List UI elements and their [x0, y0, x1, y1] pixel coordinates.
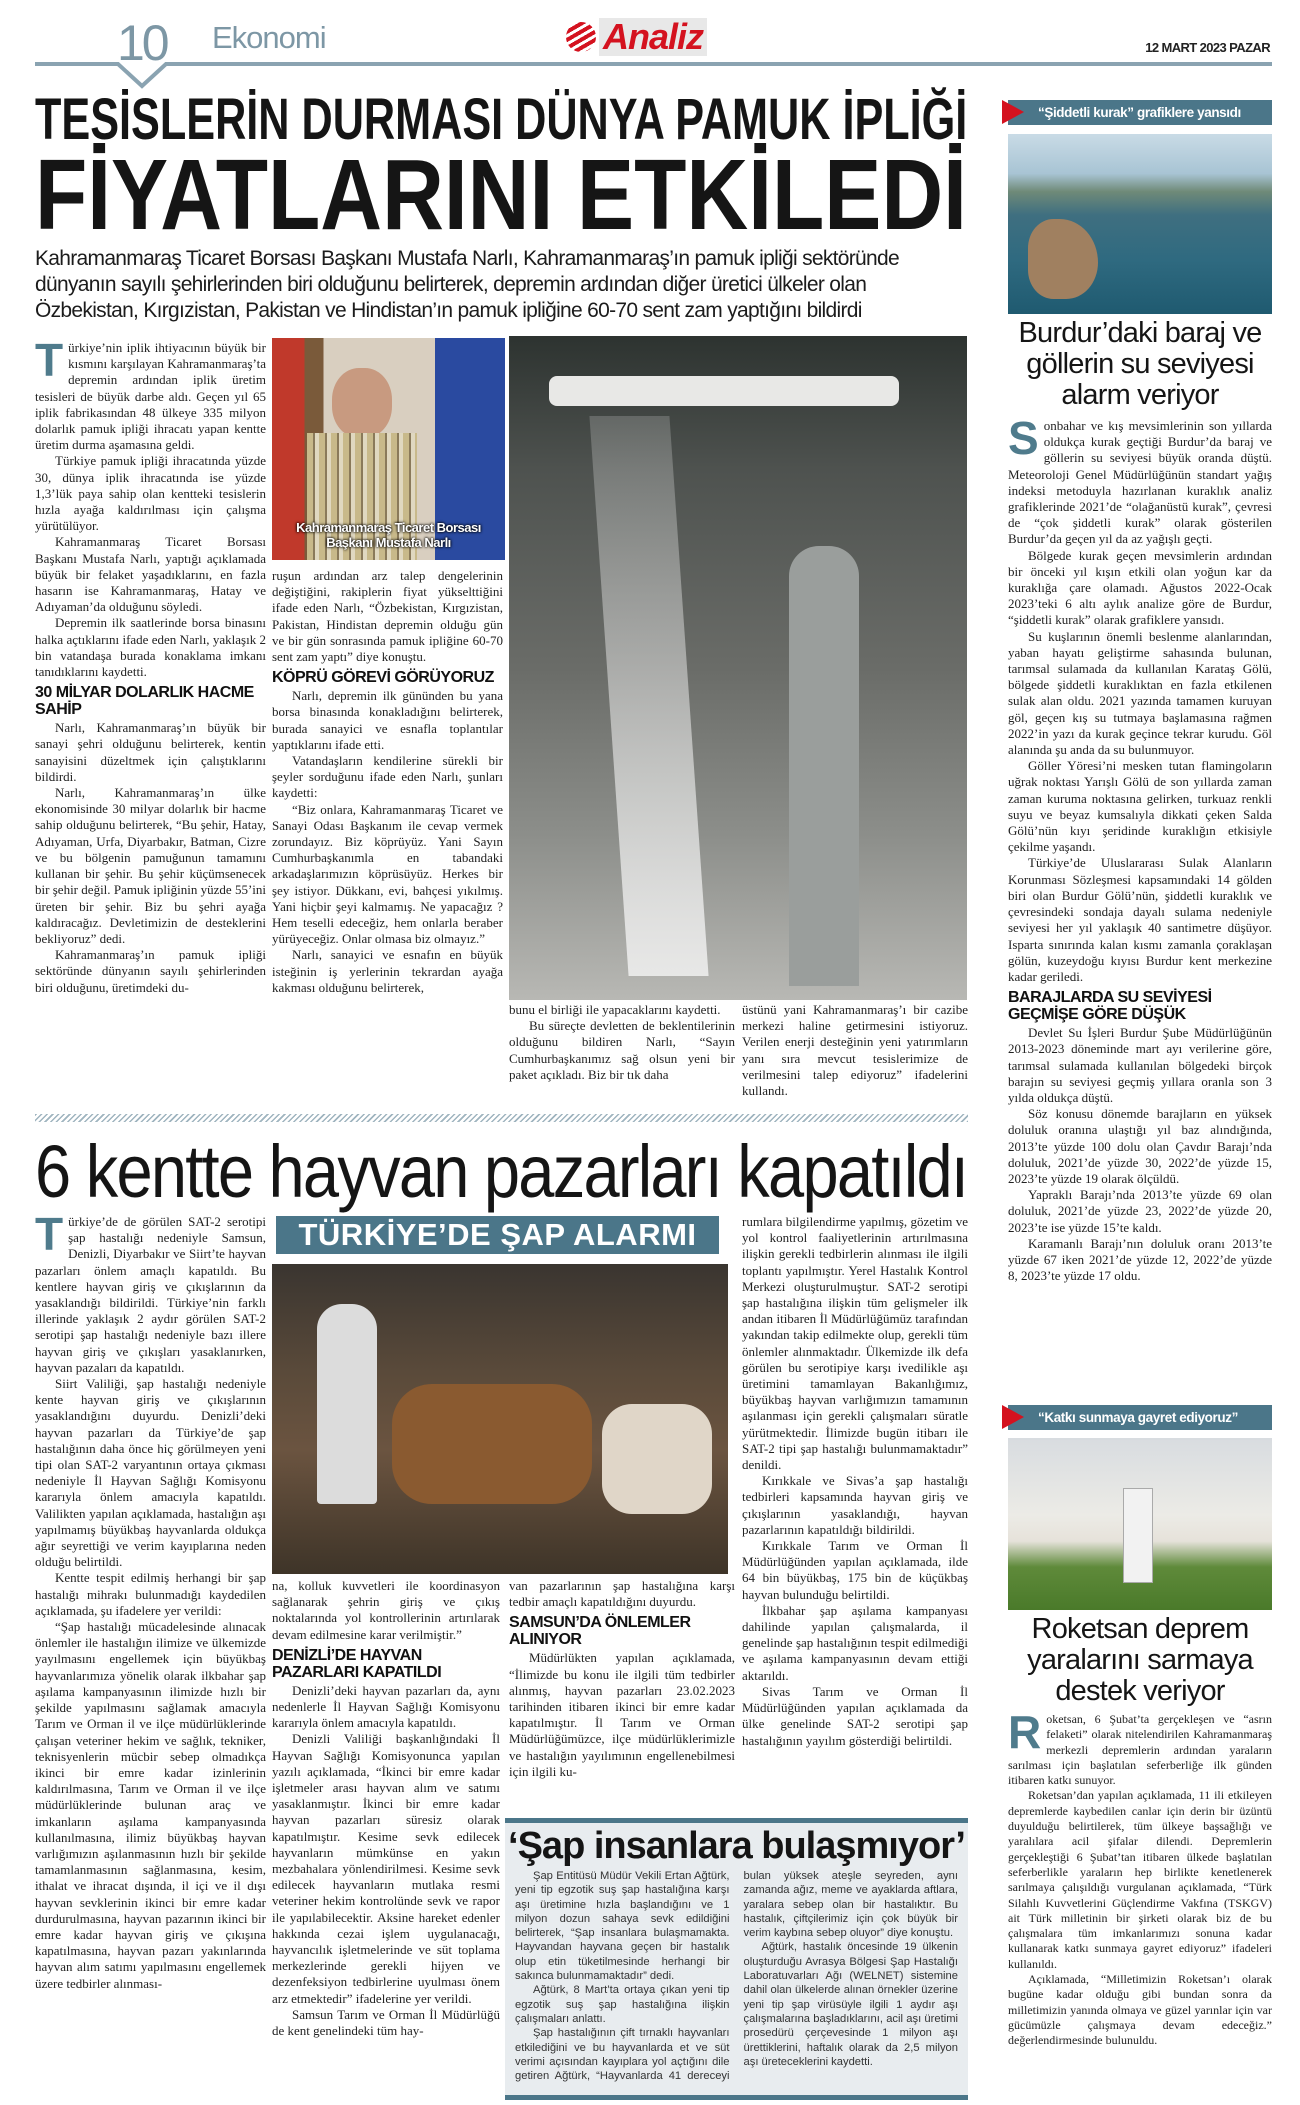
portrait-face — [332, 368, 392, 438]
sidebar-headline-roketsan: Roketsan deprem yaralarını sarmaya destek veriyor — [1027, 1613, 1253, 1707]
paragraph: Narlı, sanayici ve esnafın en büyük isteğinin iş yerlerinin tekrardan ayağa kakması olduğunu belirterek, — [272, 947, 503, 995]
second-column-2 — [272, 1578, 500, 2039]
paragraph: Kahramanmaraş’ın pamuk ipliği sektöründe dünyanın sayılı şehirlerinden biri olduğunu, üretimdeki du- — [35, 947, 266, 995]
article-column-1 — [35, 334, 266, 996]
paragraph: Roketsan’dan yapılan açıklamada, 11 ili etkileyen depremlerde kaybedilen canlar için derin bir üzüntü duyulduğu belirtilerek, tüm ülkeye başsağlığı ve yaralılara acil şifalar dilendi. Depremlerin gerçekleştiği 6 Şubat’tan itibaren ülkede başlatılan seferberlikle yaraların hep birlikte kenetlenerek sarılmaya çalışıldığı vurgulanan açıklamada, “Türk Silahlı Kuvvetlerini Güçlendirme Vakfına (TSKGV) ait Türk milletinin bir şirketi olarak biz de bu çalışmalara tüm imkanlarımızı sonuna kadar kullanarak katkı sunmaya gayret ediyoruz” ifadeleri kullanıldı. — [1008, 1788, 1272, 1971]
paragraph: na, kolluk kuvvetleri ile koordinasyon sağlanarak şehrin giriş ve çıkış noktalarında yol kontrollerinin artırılarak devam edilmesine karar verilmiştir.” — [272, 1578, 500, 1642]
paragraph: Göller Yöresi’ni mesken tutan flamingoların uğrak noktası Yarışlı Gölü de son yıllarda zaman zaman kuruma noktasına gelirken, turkuaz renkli suyu ve beyaz kumsalıyla dikkati çeken Salda Gölü’nün kıyı şeridinde kuraklığın etkisiyle çekilme yaşandı. — [1008, 758, 1272, 855]
box-paragraph: Ağtürk, 8 Mart’ta ortaya çıkan yeni tip egzotik suş şap hastalığına ilişkin çalışmaları anlattı. — [515, 1984, 730, 2025]
article-divider — [35, 1114, 968, 1122]
photo-caption: Kahramanmaraş Ticaret Borsası Başkanı Mustafa Narlı — [296, 520, 481, 550]
paragraph: Vatandaşların kendilerine sürekli bir şeyler sorduğunu ifade eden Narlı, şunları kaydetti: — [272, 753, 503, 801]
headline-text: FİYATLARINI ETKİLEDİ — [35, 139, 967, 251]
sidebar-label-drought — [1008, 100, 1272, 125]
paragraph: Açıklamada, “Milletimizin Roketsan’ı olarak bugüne kadar olduğu gibi bundan sonra da milletimizin yanında olmaya ve güzel yarınlar için var gücümüzle çalışmaya devam edeceğiz.” değerlendirmesinde bulunuldu. — [1008, 1972, 1272, 2048]
logo-text: Analiz — [599, 18, 707, 56]
box-headline: ‘Şap insanlara bulaşmıyor’ — [508, 1825, 965, 1867]
paragraph: Karamanlı Barajı’nın doluluk oranı 2013’te yüzde 67 iken 2021’de yüzde 12, 2022’de yüzde 8, 2023’te yüzde 17 oldu. — [1008, 1235, 1272, 1284]
paragraph: “Şap hastalığı mücadelesinde alınacak önlemler ile hastalığın ilimize ve ülkemizde yayılmasını engellemek için büyükbaş hayvanlarımıza yönelik olarak ilkbahar şap aşılama kampanyasının ilimizde hızlı bir şekilde yapılmasını sağlamak amacıyla Tarım ve Orman il ve ilçe müdürlüklerinde çalışan veteriner hekim ve sağlık, tekniker, teknisyenlerin mücbir sebep olmadıkça ikinci bir emre kadar izinlerinin kaldırılmasına, Tarım ve Orman il ve ilçe müdürlüklerinde bulunan araç ve imkanların aşılama kampanyasında kullanılmasına, ilimiz büyükbaş hayvan varlığımızın aşılanmasının hızlı bir şekilde tamamlanmasının sağlanmasına, kesim, ithalat ve ihracat dışında, il içi ve il dışı hayvan sevklerinin ikinci bir emre kadar durdurulmasına, hayvan pazarının ikinci bir emre kadar hayvan giriş ve çıkışına kapatılmasına, hayvan pazarı yakınlarında hayvan alım satımı yapılmasını engellemek üzere tedbirler alınması- — [35, 1619, 266, 1991]
photo-mustafa-narli — [272, 338, 505, 560]
cow — [392, 1384, 592, 1504]
subheading: 30 MİLYAR DOLARLIK HACME SAHİP — [35, 684, 254, 719]
paragraph: Denizli’deki hayvan pazarları da, aynı nedenlerle İl Hayvan Sağlığı Komisyonu kararıyla önlem amacıyla kapatıldı. — [272, 1682, 500, 1731]
vet-in-protective-suit — [317, 1304, 377, 1504]
paragraph: Denizli Valiliği başkanlığındaki İl Hayvan Sağlığı Komisyonunca yapılan yazılı açıklamada, “İkinci bir emre kadar işletmeler arası hayvan alım ve satımı yasaklanmıştır. İkinci bir emre kadar hayvan pazarları süresiz olarak kapatılmıştır. Kesime sevk edilecek hayvanların mümkünse en yakın mezbahalara yönlendirilmesi. Kesime sevk edilecek hayvanların mutlaka resmi veteriner hekim kontrolünde sevk ve rapor ile yapılabilecektir. Aksine hareket edenler hakkında cezai işlem uygulanacağı, hayvancılık işletmelerinde ve süt toplama merkezlerinde gerekli hijyen ve dezenfeksiyon tedbirlerine uyulması önem arz etmektedir” ifadelerine yer verildi. — [272, 1731, 500, 2006]
falling-cotton — [589, 416, 708, 976]
topic-banner: TÜRKİYE’DE ŞAP ALARMI — [276, 1216, 719, 1254]
photo-livestock-barn — [272, 1264, 728, 1574]
paragraph: Yapraklı Barajı’nda 2013’te yüzde 69 olan doluluk, 2021’de yüzde 23, 2022’de yüzde 20, 2023’te ise yüzde 15’te kaldı. — [1008, 1187, 1272, 1235]
paragraph: Bölgede kurak geçen mevsimlerin ardından bir önceki yıl kışın etkili olan yoğun kar da kuraklığa çare olamadı. Ağustos 2022-Ocak 2023’teki 6 altı aylık analize göre de Burdur, “şiddetli kurak” olarak grafiklere yansıdı. — [1008, 547, 1272, 628]
paragraph: Türkiye’de de görülen SAT-2 serotipi şap hastalığı nedeniyle Samsun, Denizli, Diyarbakır ve Siirt’te hayvan pazarları önlem amaçlı kapatıldı. Bu kentlere hayvan giriş ve çıkışlarının da yasaklandığı bildirildi. Türkiye’nin farklı illerinde yaklaşık 2 aydır görülen SAT-2 serotipi şap hastalığı nedeniyle bazı illere hayvan giriş ve çıkışları yasaklanırken, hayvan pazaları da kapatıldı. — [35, 1208, 266, 1375]
paragraph: Roketsan, 6 Şubat’ta gerçekleşen ve “asrın felaketi” olarak nitelendirilen Kahramanmaraş merkezli depremlerin ardından yaraların sarılması için başlatılan seferberliğe ilk günden itibaren katkı sunuyor. — [1008, 1706, 1272, 1788]
paragraph: Türkiye’nin iplik ihtiyacının büyük bir kısmını karşılayan Kahramanmaraş’ta depremin ardından iplik üretim tesisleri de büyük darbe aldı. Geçen yıl 65 iplik fabrikasından 48 ülkeye 335 milyon dolarlık pamuk ipliği ihracatı yapan kentte üretim durma aşamasına geldi. — [35, 334, 266, 453]
paragraph: Sivas Tarım ve Orman İl Müdürlüğünden yapılan açıklamada da ülke genelinde SAT-2 serotipi şap hastalığının yayılım gösterdiği belirtildi. — [742, 1683, 968, 1748]
label-text: “Şiddetli kurak” grafiklere yansıdı — [1038, 105, 1241, 120]
paragraph: Kırıkkale Tarım ve Orman İl Müdürlüğünden yapılan açıklamada, ilde 64 bin büyükbaş, 175 bin de küçükbaş hayvan bulunduğu belirtildi. — [742, 1538, 968, 1602]
issue-date: 12 MART 2023 PAZAR — [1145, 40, 1270, 55]
paragraph: Kentte tespit edilmiş herhangi bir şap hastalığı mihrakı bulunmadığı kaydedilen açıklamada, şu ifadelere yer verildi: — [35, 1570, 266, 1618]
sidebar-headline-burdur: Burdur’daki baraj ve göllerin su seviyesi alarm veriyor — [1018, 317, 1262, 411]
paragraph: bunu el birliği ile yapacaklarını kaydetti. — [509, 1002, 721, 1017]
paragraph: Bu süreçte devletten de beklentilerinin olduğunu bildiren Narlı, “Sayın Cumhurbaşkanımız sağ olsun yeni bir paket açıkladı. Biz bir tık daha — [509, 1018, 735, 1082]
paragraph: Narlı, Kahramanmaraş’ın büyük bir sanayi şehri olduğunu belirterek, kentin sanayisini düzeltmek için çalıştıklarını bildirdi. — [35, 720, 266, 784]
paragraph: İlkbahar şap aşılama kampanyası dahilinde yapılan çalışmalarda, il genelinde şap hastalığının tespit edilmediği ve aşılama kampanyasının devam ettiği aktarıldı. — [742, 1602, 968, 1683]
cotton-pile — [549, 376, 899, 406]
paragraph: Müdürlükten yapılan açıklamada, “İlimizde bu konu ile ilgili tüm tedbirler alınmış, hayvan pazarları 23.02.2023 tarihinden itibaren ikinci bir emre kadar kapatılmıştır. İl Tarım ve Orman Müdürlüğümüzce, ilçe müdürlüklerimizle ve hastalığın yayılımının engellenebilmesi için ilgili ku- — [509, 1650, 735, 1779]
second-column-1 — [35, 1208, 266, 1992]
paragraph: rumlara bilgilendirme yapılmış, gözetim ve yol kontrol faaliyetlerinin artırılmasına ilişkin gerekli tedbirlerin alınması ile ilgili toplantı yapılmıştır. Yerel Hastalık Kontrol Merkezi oluşturulmuştur. SAT-2 serotipi şap hastalığına ilişkin tüm gelişmeler ilk andan itibaren İl Müdürlüğümüz tarafından yakından takip edilmekte olup, gerekli tüm önlemler alınmaktadır. Ülkemizde ilk defa görülen bu serotipiye karşı ivedilikle aşı üretimini tamamlayan Bakanlığımız, büyükbaş hayvan varlığımızın tamamının aşılanması için gerekli çalışmaları süratle yürütmektedir. İlimizde bugün itibarı ile SAT-2 tipi şap hastalığı bulunmamaktadır” denildi. — [742, 1214, 968, 1473]
paragraph: üstünü yani Kahramanmaraş’ı bir cazibe merkezi haline getirmesini istiyoruz. Verilen enerji desteğinin yeni yatırımların yanı sıra mevcut tesislerimize de verilmesini talep ediyoruz” ifadelerini kullandı. — [742, 1002, 968, 1099]
paragraph: Narlı, Kahramanmaraş’ın ülke ekonomisinde 30 milyar dolarlık bir hacme sahip olduğunu belirterek, “Bu şehir, Hatay, Adıyaman, Urfa, Diyarbakır, Batman, Cizre ve bu bölgenin pamuğunun tamamını kullanan bir şehir. Bu şehir küçümsenecek bir şehir değil. Pamuk ipliğinin yüzde 55’ini üreten bir şehir. Biz bu şehri ayağa kaldıracağız. Devletimizin de desteklerini bekliyoruz” dedi. — [35, 785, 266, 946]
paragraph: Türkiye’de Uluslararası Sulak Alanların Korunması Sözleşmesi kapsamındaki 14 gölden biri olan Burdur Gölü’nün, şiddetli kuraklık ve çevresindeki sondaja dayalı sulama nedeniyle seviyesi her yıl yaklaşık 40 santimetre düşüyor. Isparta sınırında kalan kısmı zamanla çoraklaşan gölün, kuzeydoğu kıyısı Burdur kent merkezine kadar geriledi. — [1008, 855, 1272, 984]
headline-text: TESİSLERİN DURMASI DÜNYA PAMUK İPLİĞİ — [35, 87, 968, 152]
headline-text: 6 kentte hayvan pazarları kapatıldı — [35, 1130, 968, 1213]
article-column-4 — [742, 1002, 968, 1099]
headline-line-2 — [35, 139, 967, 251]
article-column-2 — [272, 568, 503, 996]
paragraph: “Biz onlara, Kahramanmaraş Ticaret ve Sanayi Odası Başkanım ile cevap vermek zorundayız. Biz köprüyüz. Yani Sayın Cumhurbaşkanımla en tabandaki arkadaşlarımızın köprüsüyüz. Herkes bir şey istiyor. Dükkanı, evi, bahçesi yıkılmış. Yani hiçbir şeyi kalmamış. Ne yapacağız ? Hem teselli edeceğiz, hem onlarla beraber yürüyeceğiz. Onlar olmasa biz olmayız.” — [272, 801, 503, 947]
worker-figure — [789, 546, 859, 986]
paragraph: Türkiye pamuk ipliği ihracatında yüzde 30, dünya iplik ihracatında ise yüzde 1,3’lük paya sahip olan kentteki tesislerin hızla ayağa kaldırılması için çalışma yürütülüyor. — [35, 453, 266, 534]
arrow-right-icon — [1002, 100, 1024, 124]
sidebar-box-sap — [505, 1818, 968, 2100]
box-paragraph: Şap hastalığının çift tırnaklı hayvanları etkilediğini ve bu hayvanlarda et ve süt verimi açısından kayıplara yol açtığını dile getiren Ağtürk, “Hayvanlarda 41 dereceyi bulan yüksek ateşle seyreden, aynı zamanda ağız, meme ve ayaklarda aftlara, yaralara sebep olan bir hastalıktır. Bu hastalık, çiftçilerimiz için çok büyük bir verim kaybına sebep oluyor” diye konuştu. — [515, 1870, 958, 2083]
paragraph: Su kuşlarının önemli beslenme alanlarından, yaban hayatı geliştirme sahasında bulunan, tarımsal sulamada da kullanılan Karataş Gölü, bölgede şiddetli kuraklıktan en fazla etkilenen sulak alan oldu. 2021 yazında tamamen kuruyan göl, geçen kış su tutmaya başlamasına rağmen 2022’in yazı da kurak geçince tekrar kurudu. Göl alanında şu anda da su bulunmuyor. — [1008, 628, 1272, 758]
paragraph: Kahramanmaraş Ticaret Borsası Başkanı Mustafa Narlı, yaptığı açıklamada büyük bir felaket yaşadıklarını, en fazla hasarın ise Kahramanmaraş, Hatay ve Adıyaman’da olduğunu söyledi. — [35, 534, 266, 615]
box-paragraph: Ağtürk, hastalık öncesinde 19 ülkenin oluşturduğu Avrasya Bölgesi Şap Hastalığı Laboratuvarları Ağı (WELNET) sistemine dahil olan ülkelerde alınan örnekler üzerine yeni tip şap virüsüyle ilgili 1 aydır aşı çalışmalarına başladıklarını, acil aşı üretimi prosedürü çerçevesinde 1 milyon aşı ürettiklerini, haftalık olarak da 2,5 milyon aşı üreteceklerini kaydetti. — [743, 1941, 958, 2068]
paragraph: Narlı, depremin ilk gününden bu yana borsa binasında konakladığını belirterek, burada sanayici ve esnafla toplantılar yaptıklarını ifade etti. — [272, 688, 503, 752]
paragraph: Kırıkkale ve Sivas’a şap hastalığı tedbirleri kapsamında hayvan giriş ve çıkışlarının yasaklandığı, hayvan pazarlarının kapatıldığı bildirildi. — [742, 1473, 968, 1537]
second-headline — [35, 1130, 968, 1213]
sidebar-body-roketsan — [1008, 1706, 1272, 2049]
sidebar-body-burdur — [1008, 412, 1272, 1284]
photo-tent-camp — [1008, 1438, 1272, 1610]
heater — [1123, 1488, 1153, 1583]
paragraph: Devlet Su İşleri Burdur Şube Müdürlüğünün 2013-2023 döneminde mart ayı verilerine göre, tarımsal sulamada kullanılan bölgedeki birçok barajın su seviyesi geçmiş yıllara oranla son 3 yılda oldukça düştü. — [1008, 1025, 1272, 1105]
paragraph: Siirt Valiliği, şap hastalığı nedeniyle kente hayvan giriş ve çıkışlarının yasaklandığını duyurdu. Denizli’deki hayvan pazarları da Türkiye’de şap hastalığının daha önce hiç görülmeyen yeni tipi olan SAT-2 varyantının ortaya çıkması nedeniyle İl Hayvan Sağlığı Komisyonu kararıyla önlem amacıyla kapatıldı. Valilikten yapılan açıklamada, hastalığın aşı yapılmamış büyükbaş hayvanlarda oldukça ağır seyrettiği ve verim kayıplarına neden olduğu belirtildi. — [35, 1376, 266, 1570]
subheading: BARAJLARDA SU SEVİYESİ GEÇMİŞE GÖRE DÜŞÜK — [1008, 989, 1212, 1024]
subheading: DENİZLİ’DE HAYVAN PAZARLARI KAPATILDI — [272, 1646, 442, 1681]
paragraph: ruşun ardından arz talep dengelerinin değiştiğini, rakiplerin fiyat yükselttiğini ifade eden Narlı, “Özbekistan, Kırgızistan, Pakistan, Hindistan depremin olduğu gün ve bir gün sonrasında pamuk ipliğine 60-70 sent zam yaptı” diye konuştu. — [272, 568, 503, 665]
paragraph: Depremin ilk saatlerinde borsa binasını halka açtıklarını ifade eden Narlı, yaklaşık 2 bin vatandaşa burada konaklama imkanı tanıdıklarını kaydetti. — [35, 615, 266, 680]
paragraph: van pazarlarının şap hastalığına karşı tedbir amaçlı kapatıldığını duyurdu. — [509, 1578, 735, 1610]
box-paragraph: Şap Entitüsü Müdür Vekili Ertan Ağtürk, yeni tip egzotik suş şap hastalığına karşı aşı üretimine hızla başlandığını ve 1 milyon dozun sahaya sevk edildiğini belirterek, “Şap insanlara bulaşmamakta. Hayvandan hayvana geçen bir hastalık olup etin tüketilmesinde herhangi bir sakınca bulunmamaktadır” dedi. — [515, 1870, 730, 1983]
box-body — [505, 1869, 968, 2083]
second-column-4 — [742, 1214, 968, 1749]
paragraph: Sonbahar ve kış mevsimlerinin son yıllarda oldukça kurak geçtiği Burdur’da baraj ve göllerin su seviyesi büyük oranda düştü. Meteoroloji Genel Müdürlüğünün standart yağış indeksi metoduyla hazırlanan kuraklık analiz grafiklerinde 2021’de “olağanüstü kurak”, çevresi de “çok şiddetli kurak” olarak gösterilen Burdur’da geçen yıl da az yağışlı geçti. — [1008, 412, 1272, 547]
article-deck: Kahramanmaraş Ticaret Borsası Başkanı Mustafa Narlı, Kahramanmaraş’ın pamuk ipliği sektöründe dünyanın sayılı şehirlerinden biri olduğunu belirterek, depremin ardından diğer üretici ülkeler olan Özbekistan, Kırgızistan, Pakistan ve Hindistan’ın pamuk ipliğine 60-70 sent zam yaptığını bildirdi — [35, 247, 899, 322]
page-number: 10 — [117, 15, 167, 71]
photo-lake-aerial — [1008, 134, 1272, 314]
label-text: “Katkı sunmaya gayret ediyoruz” — [1038, 1410, 1238, 1425]
photo-cotton-factory — [509, 336, 967, 1000]
paragraph: Samsun Tarım ve Orman İl Müdürlüğü de kent genelindeki tüm hay- — [272, 2006, 500, 2039]
header-rule — [0, 0, 1300, 100]
section-title: Ekonomi — [212, 20, 326, 55]
second-column-3 — [509, 1578, 735, 1780]
cow — [602, 1404, 712, 1514]
rock-island — [1028, 219, 1098, 299]
arrow-right-icon — [1002, 1405, 1024, 1429]
paragraph: Söz konusu dönemde barajların en yüksek doluluk oranına ulaştığı yıl baz alındığında, 2013’te yüzde 100 dolu olan Çavdır Barajı’nda doluluk, 2021’de yüzde 30, 2022’de yüzde 15, 2023’te yüzde 19 olarak ölçüldü. — [1008, 1106, 1272, 1186]
subheading: KÖPRÜ GÖREVİ GÖRÜYORUZ — [272, 669, 494, 687]
sidebar-label-roketsan — [1008, 1405, 1272, 1430]
subheading: SAMSUN’DA ÖNLEMLER ALINIYOR — [509, 1614, 691, 1649]
article-column-3 — [509, 1002, 735, 1083]
